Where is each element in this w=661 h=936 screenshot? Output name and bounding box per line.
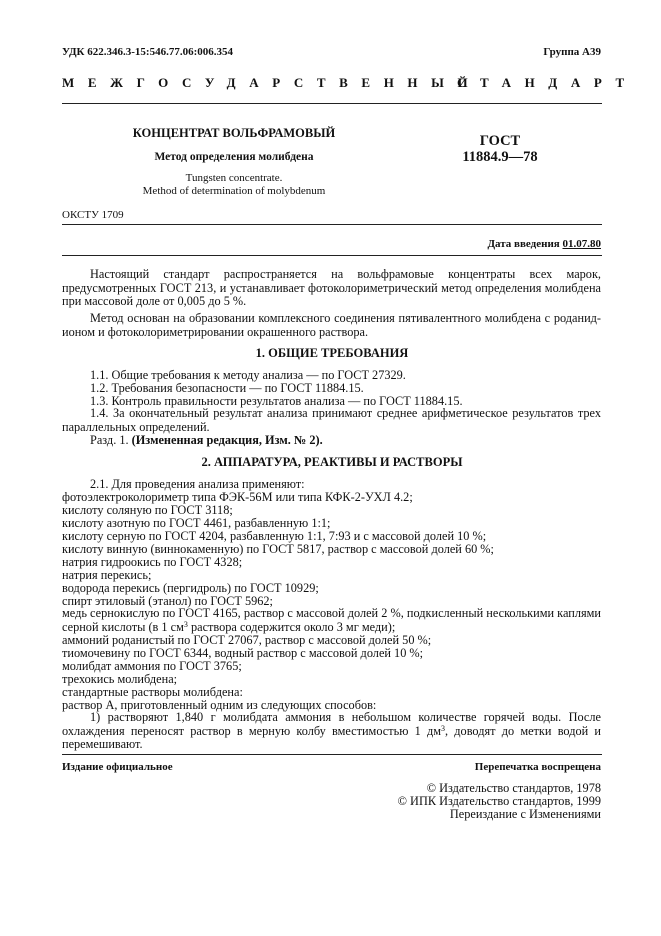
gost-label: ГОСТ [479,133,521,149]
clause-2-1: 2.1. Для проведения анализа применяют: [90,477,305,491]
english-title: Tungsten concentrate. [185,172,283,184]
reprint-prohibited: Перепечатка воспрещена [474,761,601,773]
intro-paragraph-2: Метод основан на образовании комплексного соединения пятивалентного молибдена с роданид-ионом и фотоколориметрировании окрашенного раствора. [62,311,601,339]
section-1-change-note [90,433,323,448]
copper-text-a: медь сернокислую по ГОСТ 4165, раствор с массовой долей 2 %, подкисленный несколькими каплями серной кислоты (в 1 см [62,606,601,634]
reagent-line: спирт этиловый (этанол) по ГОСТ 5962; [62,594,273,608]
intro-date-label: Дата введения [487,238,560,250]
reagent-line: аммоний роданистый по ГОСТ 27067, раствор с массовой долей 50 %; [62,633,432,647]
reagent-line: молибдат аммония по ГОСТ 3765; [62,659,242,673]
copyright-1978: © Издательство стандартов, 1978 [426,781,601,795]
reagent-line: тиомочевину по ГОСТ 6344, водный раствор с массовой долей 10 %; [62,646,424,660]
reissue-note: Переиздание с Изменениями [449,807,601,821]
udk-code: УДК 622.346.3-15:546.77.06:006.354 [62,46,233,58]
reagent-line: водорода перекись (пергидроль) по ГОСТ 10929; [62,581,319,595]
copyright-1999: © ИПК Издательство стандартов, 1999 [397,794,601,808]
intro-date [487,238,601,250]
banner-standard: СТАНДАРТ [457,75,638,90]
section-1-heading: 1. ОБЩИЕ ТРЕБОВАНИЯ [255,346,409,360]
date-rule [62,255,602,256]
clause-1-1: 1.1. Общие требования к методу анализа — по ГОСТ 27329. [90,368,406,382]
change-note-text: (Измененная редакция, Изм. № 2). [131,433,323,447]
method-text-b: , доводят до метки водой и перемешивают. [62,723,601,752]
method-superscript: 3 [441,723,446,733]
method-text-a: 1) растворяют 1,840 г молибдата аммония в небольшом количестве горячей воды. После охлаждения переносят раствор в мерную колбу вместимостью 1 дм [62,710,601,738]
reagent-line: трехокись молибдена; [62,672,178,686]
intro-paragraph-1: Настоящий стандарт распространяется на вольфрамовые концентраты всех марок, предусмотренных ГОСТ 213, и устанавливает фотоколориметрический метод определения молибдена при массовой доле от 0,005 до 5 %. [62,267,601,309]
reagent-line: стандартные растворы молибдена: [62,685,243,699]
intro-date-value: 01.07.80 [562,238,601,250]
clause-1-2: 1.2. Требования безопасности — по ГОСТ 11884.15. [90,381,364,395]
copper-text-b: раствора содержится около 3 мг меди); [187,619,396,634]
reagent-line: натрия перекись; [62,568,152,582]
doc-subtitle: Метод определения молибдена [154,151,314,163]
reagent-line: кислоту соляную по ГОСТ 3118; [62,503,233,517]
footer-rule [62,754,602,755]
reagent-line: кислоту азотную по ГОСТ 4461, разбавленную 1:1; [62,516,331,530]
official-edition: Издание официальное [62,761,173,773]
solution-a-method-1 [62,711,601,752]
reagent-line: раствор А, приготовленный одним из следующих способов: [62,698,377,712]
change-note-prefix: Разд. 1. [90,433,129,447]
header-rule [62,103,602,104]
clause-1-4: 1.4. За окончательный результат анализа принимают среднее арифметическое результатов трех параллельных определений. [62,406,601,434]
gost-number: 11884.9—78 [462,149,538,165]
section-2-heading: 2. АППАРАТУРА, РЕАКТИВЫ И РАСТВОРЫ [201,455,463,469]
doc-title: КОНЦЕНТРАТ ВОЛЬФРАМОВЫЙ [132,126,336,140]
group-code: Группа А39 [543,46,601,58]
english-subtitle: Method of determination of molybdenum [142,185,326,197]
title-rule [62,224,602,225]
banner-interstate: МЕЖГОСУДАРСТВЕННЫЙ [62,75,482,90]
clause-1-3: 1.3. Контроль правильности результатов анализа — по ГОСТ 11884.15. [90,394,463,408]
reagent-copper-sulfate [62,607,601,634]
reagent-line: фотоэлектроколориметр типа ФЭК-56М или типа КФК-2-УХЛ 4.2; [62,490,413,504]
reagent-line: кислоту серную по ГОСТ 4204, разбавленную 1:1, 7:93 и с массовой долей 10 %; [62,529,487,543]
reagent-line: натрия гидроокись по ГОСТ 4328; [62,555,243,569]
okstu-code: ОКСТУ 1709 [62,209,124,221]
reagent-line: кислоту винную (виннокаменную) по ГОСТ 5817, раствор с массовой долей 60 %; [62,542,494,556]
copper-superscript: 3 [183,619,188,629]
